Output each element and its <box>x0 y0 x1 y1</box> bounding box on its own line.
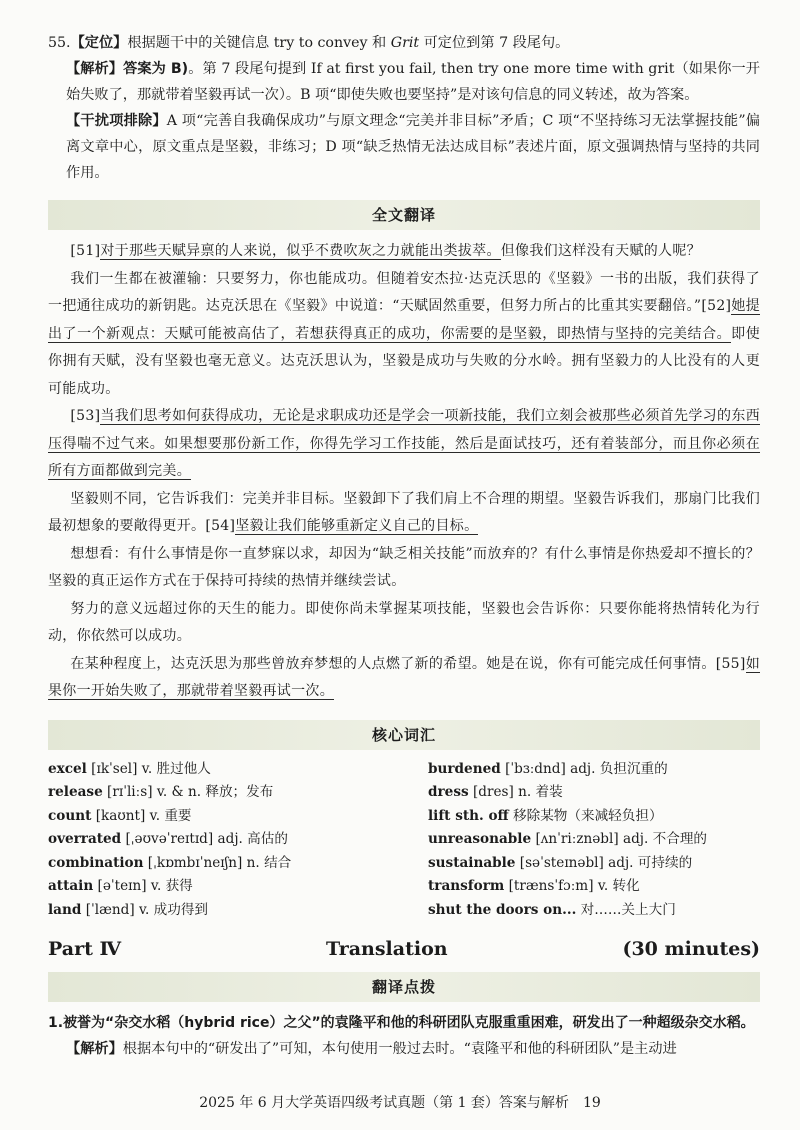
translation-paragraph-5: 想想看：有什么事情是你一直梦寐以求，却因为“缺乏相关技能”而放弃的？有什么事情是你热爱却不擅长的？坚毅的真正运作方式在于保持可持续的热情并继续尝试。 <box>48 545 760 589</box>
translation-paragraph-3 <box>48 403 760 486</box>
vocab-column-right <box>404 758 760 923</box>
vocab-entry: dress [dres] n. 着装 <box>428 784 563 800</box>
analysis-tag: 【解析】 <box>66 1041 123 1057</box>
p7-text: 在某种程度上，达克沃思为那些曾放弃梦想的人点燃了新的希望。她是在说，你有可能完成任何事情。 <box>70 655 716 672</box>
translation-body <box>48 238 760 706</box>
locate-text: 根据题干中的关键信息 try to convey 和 <box>127 35 391 51</box>
vocab-entry: land [ˈlænd] v. 成功得到 <box>48 901 209 918</box>
vocab-entry: unreasonable [ʌnˈriːznəbl] adj. 不合理的 <box>428 831 708 847</box>
vocab-entry: shut the doors on... 对……关上大门 <box>428 901 676 918</box>
question-55-block <box>48 30 760 186</box>
page-footer <box>0 1093 800 1113</box>
tip-analysis <box>48 1036 760 1062</box>
vocab-entry: burdened [ˈbɜːdnd] adj. 负担沉重的 <box>428 760 668 777</box>
vocab-entry: release [rɪˈliːs] v. & n. 释放；发布 <box>48 784 274 800</box>
locate-tag: 【定位】 <box>70 35 128 51</box>
tips-section-header: 翻译点拨 <box>48 972 760 1002</box>
vocab-list <box>48 758 760 923</box>
distractor-text: A 项“完善自我确保成功”与原文理念“完美并非目标”矛盾；C 项“不坚持练习无法掌握技能”偏离文章中心，原文重点是坚毅，非练习；D 项“缺乏热情无法达成目标”表述片面，原文强调热情与坚持的共同作用。 <box>66 113 760 181</box>
part-label: Part Ⅳ <box>48 938 122 960</box>
vocab-entry: sustainable [səˈsteɪnəbl] adj. 可持续的 <box>428 854 693 871</box>
page-content <box>48 30 760 1062</box>
translation-paragraph-1 <box>48 238 760 266</box>
underlined-51: 对于那些天赋异禀的人来说，似乎不费吹灰之力就能出类拔萃。 <box>100 243 501 259</box>
p1-rest: 但像我们这样没有天赋的人呢？ <box>500 243 701 259</box>
analysis-tag: 【解析】 <box>66 61 124 77</box>
vocab-column-left <box>48 758 404 923</box>
page-number: 19 <box>582 1095 601 1111</box>
p4-text: 坚毅则不同，它告诉我们：完美并非目标。坚毅卸下了我们肩上不合理的期望。坚毅告诉我们，那扇门比我们最初想象的要敞得更开。 <box>48 490 760 534</box>
grit-italic: Grit <box>390 35 420 51</box>
vocab-entry: combination [ˌkɒmbɪˈneɪʃn] n. 结合 <box>48 854 292 871</box>
underlined-54: 坚毅让我们能够重新定义自己的目标。 <box>235 518 479 534</box>
mark-54: [54] <box>205 518 236 534</box>
underlined-55: 如果你一开始失败了，那就带着坚毅再试一次。 <box>48 655 760 699</box>
locate-text-end: 可定位到第 7 段尾句。 <box>419 35 570 51</box>
footer-title: 2025 年 6 月大学英语四级考试真题（第 1 套）答案与解析 <box>199 1095 569 1111</box>
answer-label: 答案为 B) <box>123 61 189 77</box>
translation-paragraph-6: 努力的意义远超过你的天生的能力。即使你尚未掌握某项技能，坚毅也会告诉你：只要你能将热情转化为行动，你依然可以成功。 <box>48 600 760 644</box>
tip-item-1 <box>48 1010 760 1036</box>
mark-51: [51] <box>70 243 101 259</box>
distractor-tag: 【干扰项排除】 <box>66 113 167 129</box>
part-duration: (30 minutes) <box>622 938 760 960</box>
underlined-53: 当我们思考如何获得成功，无论是求职成功还是学会一项新技能，我们立刻会被那些必须首先学习的东西压得喘不过气来。如果想要那份新工作，你得先学习工作技能，然后是面试技巧，还有着装部分，而且你必须在所有方面都做到完美。 <box>48 408 760 479</box>
vocab-entry: attain [əˈteɪn] v. 获得 <box>48 878 193 894</box>
part-heading <box>48 934 760 964</box>
vocab-entry: overrated [ˌəʊvəˈreɪtɪd] adj. 高估的 <box>48 831 288 847</box>
vocab-entry: excel [ɪkˈsel] v. 胜过他人 <box>48 760 211 777</box>
vocab-entry: lift sth. off 移除某物（来减轻负担） <box>428 807 663 824</box>
tip-analysis-text: 根据本句中的“研发出了”可知，本句使用一般过去时。“袁隆平和他的科研团队”是主动进 <box>122 1041 677 1057</box>
vocab-entry: transform [trænsˈfɔːm] v. 转化 <box>428 878 640 894</box>
translation-section-header: 全文翻译 <box>48 200 760 230</box>
mark-53: [53] <box>70 408 101 424</box>
tip-number: 1. <box>48 1015 64 1031</box>
vocab-section-header: 核心词汇 <box>48 720 760 750</box>
p2-text: 我们一生都在被灌输：只要努力，你也能成功。但随着安杰拉·达克沃思的《坚毅》一书的出版，我们获得了一把通往成功的新钥匙。达克沃思在《坚毅》中说道：“天赋固然重要，但努力所占的比重其实要翻倍。” <box>48 270 760 314</box>
translation-paragraph-4 <box>48 486 760 541</box>
vocab-entry: count [kaʊnt] v. 重要 <box>48 807 192 824</box>
mark-55: [55] <box>715 655 746 672</box>
q55-number: 55. <box>48 35 71 51</box>
q55-locate-line <box>48 30 760 56</box>
tip-sentence: 被誉为“杂交水稻（hybrid rice）之父”的袁隆平和他的科研团队克服重重困难，研发出了一种超级杂交水稻。 <box>63 1015 755 1031</box>
mark-52: [52] <box>701 298 732 314</box>
p2-rest: 即使你拥有天赋，没有坚毅也毫无意义。达克沃思认为，坚毅是成功与失败的分水岭。拥有坚毅力的人比没有的人更可能成功。 <box>48 325 760 397</box>
q55-distractor <box>48 108 760 186</box>
part-title: Translation <box>325 938 448 960</box>
analysis-text: 。第 7 段尾句提到 If at first you fail, then try one more time with grit（如果你一开始失败了，那就带着坚毅再试一次）。B 项“即使失败也要坚持”是对该句信息的同义转述，故为答案。 <box>66 61 760 103</box>
q55-analysis <box>48 56 760 108</box>
translation-paragraph-7 <box>48 651 760 706</box>
underlined-52: 她提出了一个新观点：天赋可能被高估了，若想获得真正的成功，你需要的是坚毅，即热情与坚持的完美结合。 <box>48 298 760 342</box>
translation-paragraph-2 <box>48 266 760 404</box>
